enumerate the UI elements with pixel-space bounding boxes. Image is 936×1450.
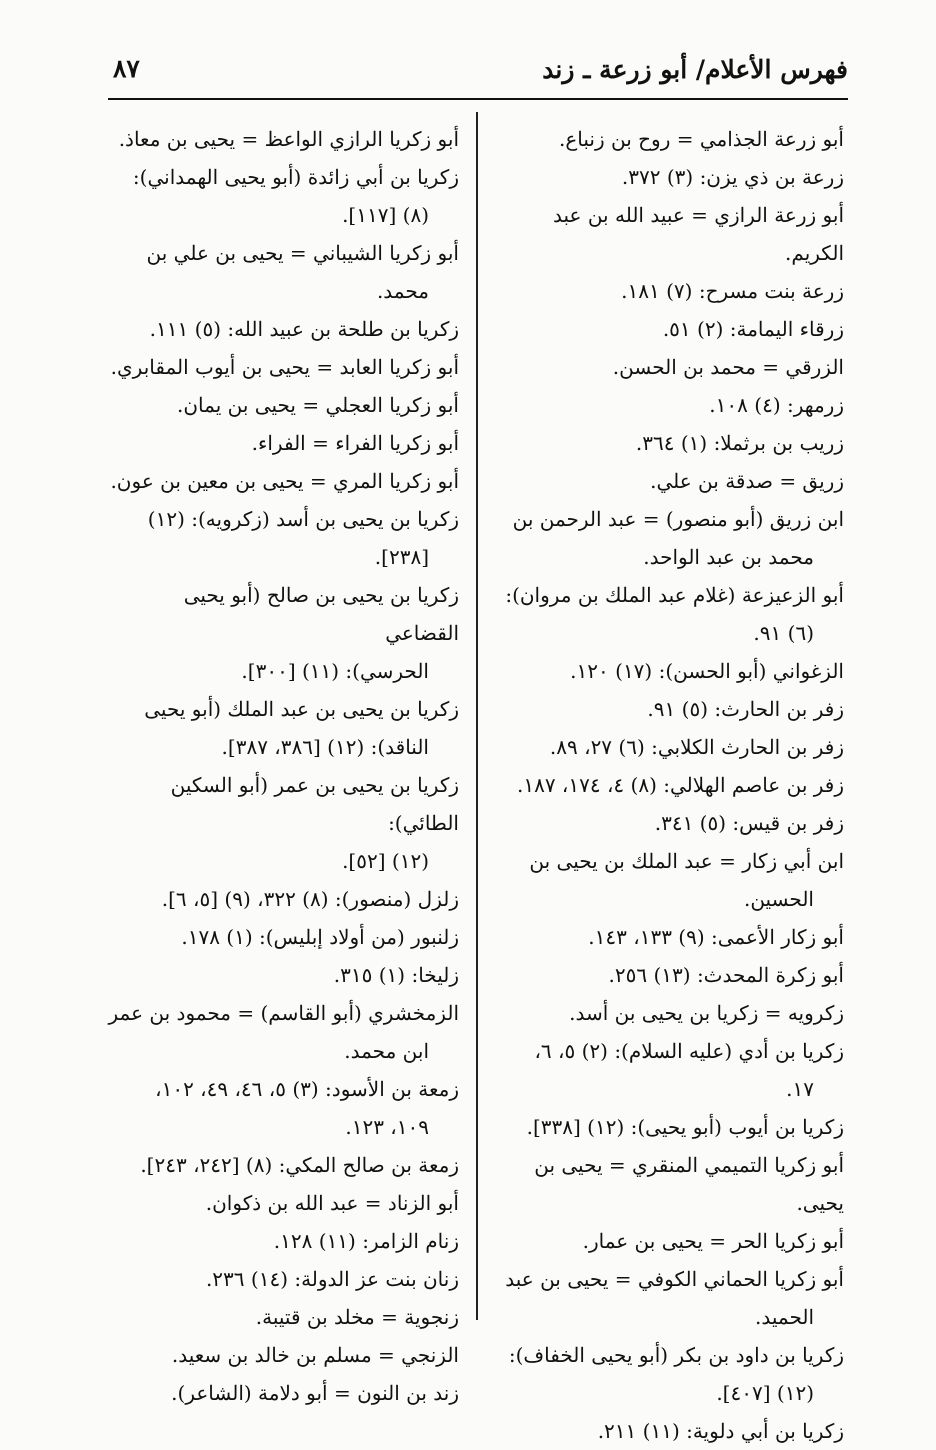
entry-continuation: (١٢) [٥٢]. [342, 849, 429, 873]
index-entry [492, 272, 844, 310]
entry-line: أبو زرعة الجذامي = روح بن زنباع. [559, 127, 844, 151]
entry-line: أبو زرعة الرازي = عبيد الله بن عبد الكريم. [553, 203, 844, 265]
entry-line: أبو زكريا المري = يحيى بن معين بن عون. [110, 469, 459, 493]
entry-line: زكريا بن يحيى بن عبد الملك (أبو يحيى [144, 697, 459, 721]
index-entry [105, 1184, 459, 1222]
entry-continuation: محمد بن عبد الواحد. [643, 545, 814, 569]
index-entry [105, 1146, 459, 1184]
index-entry [492, 348, 844, 386]
index-entry [492, 158, 844, 196]
index-entry [105, 500, 459, 576]
entry-line: زكريا بن يحيى بن عمر (أبو السكين الطائي): [170, 773, 459, 835]
index-entry [492, 918, 844, 956]
entry-line: أبو زكريا العجلي = يحيى بن يمان. [177, 393, 459, 417]
index-entry [105, 994, 459, 1070]
index-entry [105, 690, 459, 766]
entry-line: الزنجي = مسلم بن خالد بن سعيد. [171, 1343, 459, 1367]
entry-line: أبو الزناد = عبد الله بن ذكوان. [205, 1191, 459, 1215]
entry-line: زنام الزامر: (١١) ١٢٨. [273, 1229, 459, 1253]
entry-line: زليخا: (١) ٣١٥. [333, 963, 459, 987]
index-entry [492, 462, 844, 500]
entry-continuation: الناقد): (١٢) [٣٨٦، ٣٨٧]. [221, 735, 429, 759]
entry-line: زمعة بن الأسود: (٣) ٥، ٤٦، ٤٩، ١٠٢، [155, 1077, 459, 1101]
entry-line: زمعة بن صالح المكي: (٨) [٢٤٢، ٢٤٣]. [140, 1153, 459, 1177]
index-entry [105, 120, 459, 158]
entry-line: زفر بن قيس: (٥) ٣٤١. [654, 811, 844, 835]
entry-line: زكريا بن أبي زائدة (أبو يحيى الهمداني): [132, 165, 459, 189]
index-entry [492, 690, 844, 728]
index-entry [492, 804, 844, 842]
index-entry [105, 1222, 459, 1260]
index-entry [492, 120, 844, 158]
entry-continuation: الحرسي): (١١) [٣٠٠]. [241, 659, 429, 683]
index-entry [105, 424, 459, 462]
index-entry [105, 576, 459, 690]
entry-line: أبو زكريا الفراء = الفراء. [251, 431, 459, 455]
index-entry [105, 766, 459, 880]
entry-line: زريب بن برثملا: (١) ٣٦٤. [635, 431, 844, 455]
index-entry [492, 1222, 844, 1260]
entry-line: زفر بن الحارث: (٥) ٩١. [647, 697, 844, 721]
index-entry [492, 956, 844, 994]
entry-line: زرقاء اليمامة: (٢) ٥١. [662, 317, 844, 341]
entry-line: زكرويه = زكريا بن يحيى بن أسد. [569, 1001, 844, 1025]
index-entry [105, 1260, 459, 1298]
page-title: فهرس الأعلام/ أبو زرعة ـ زند [542, 55, 848, 84]
entry-line: زنجوية = مخلد بن قتيبة. [255, 1305, 459, 1329]
entry-line: زكريا بن أيوب (أبو يحيى): (١٢) [٣٣٨]. [526, 1115, 844, 1139]
index-entry [492, 842, 844, 918]
entry-line: زكريا بن يحيى بن صالح (أبو يحيى القضاعي [183, 583, 459, 645]
entry-line: زرمهر: (٤) ١٠٨. [709, 393, 844, 417]
entry-line: زكريا بن أبي دلوية: (١١) ٢١١. [597, 1419, 844, 1443]
entry-line: الزرقي = محمد بن الحسن. [612, 355, 844, 379]
entry-line: الزمخشري (أبو القاسم) = محمود بن عمر [108, 1001, 459, 1025]
header-rule [108, 98, 848, 100]
index-entry [492, 1032, 844, 1108]
index-entry [492, 424, 844, 462]
entry-continuation: ١٧. [786, 1077, 814, 1101]
entry-continuation: ١٠٩، ١٢٣. [345, 1115, 429, 1139]
index-entry [105, 348, 459, 386]
entry-line: أبو زكريا الحماني الكوفي = يحيى بن عبد [505, 1267, 844, 1291]
index-entry [492, 500, 844, 576]
index-entry [492, 1336, 844, 1412]
entry-line: أبو زكرة المحدث: (١٣) ٢٥٦. [608, 963, 844, 987]
index-entry [492, 1412, 844, 1450]
index-entry [105, 310, 459, 348]
index-entry [492, 1146, 844, 1222]
right-column [492, 120, 844, 1450]
index-entry [492, 576, 844, 652]
index-entry [105, 1070, 459, 1146]
index-entry [492, 728, 844, 766]
index-entry [492, 386, 844, 424]
entry-line: ابن زريق (أبو منصور) = عبد الرحمن بن [512, 507, 844, 531]
entry-continuation: [٢٣٨]. [374, 545, 429, 569]
index-entry [105, 386, 459, 424]
entry-line: زكريا بن طلحة بن عبيد الله: (٥) ١١١. [149, 317, 459, 341]
entry-line: زكريا بن يحيى بن أسد (زكرويه): (١٢) [147, 507, 459, 531]
entry-line: زلنبور (من أولاد إبليس): (١) ١٧٨. [181, 925, 459, 949]
entry-line: أبو زكريا الشيباني = يحيى بن علي بن [146, 241, 459, 265]
page-number: ٨٧ [113, 54, 140, 83]
index-entry [492, 994, 844, 1032]
index-entry [105, 462, 459, 500]
entry-line: أبو زكريا التميمي المنقري = يحيى بن يحيى. [534, 1153, 844, 1215]
index-entry [492, 766, 844, 804]
left-column [105, 120, 459, 1412]
index-entry [105, 158, 459, 234]
entry-line: أبو الزعيزعة (غلام عبد الملك بن مروان): [505, 583, 844, 607]
entry-line: زرعة بن ذي يزن: (٣) ٣٧٢. [621, 165, 844, 189]
entry-continuation: الحسين. [743, 887, 814, 911]
entry-line: زريق = صدقة بن علي. [650, 469, 844, 493]
index-entry [105, 234, 459, 310]
entry-line: زند بن النون = أبو دلامة (الشاعر). [171, 1381, 459, 1405]
entry-line: زرعة بنت مسرح: (٧) ١٨١. [621, 279, 844, 303]
index-entry [105, 1336, 459, 1374]
column-divider [476, 112, 478, 1320]
entry-line: أبو زكريا الحر = يحيى بن عمار. [582, 1229, 844, 1253]
entry-line: الزغواني (أبو الحسن): (١٧) ١٢٠. [570, 659, 844, 683]
index-entry [105, 918, 459, 956]
entry-line: زكريا بن داود بن بكر (أبو يحيى الخفاف): [508, 1343, 844, 1367]
entry-continuation: (٦) ٩١. [753, 621, 814, 645]
entry-continuation: ابن محمد. [344, 1039, 429, 1063]
entry-continuation: محمد. [376, 279, 429, 303]
index-entry [105, 880, 459, 918]
index-entry [492, 652, 844, 690]
index-entry [492, 310, 844, 348]
entry-line: زفر بن الحارث الكلابي: (٦) ٢٧، ٨٩. [549, 735, 844, 759]
page-header [0, 0, 936, 100]
index-entry [492, 1108, 844, 1146]
index-entry [492, 1260, 844, 1336]
entry-line: أبو زكار الأعمى: (٩) ١٣٣، ١٤٣. [588, 925, 844, 949]
entry-line: زلزل (منصور): (٨) ٣٢٢، (٩) [٥، ٦]. [161, 887, 459, 911]
index-entry [105, 1374, 459, 1412]
entry-continuation: (١٢) [٤٠٧]. [716, 1381, 814, 1405]
index-entry [492, 196, 844, 272]
entry-continuation: (٨) [١١٧]. [342, 203, 429, 227]
entry-continuation: الحميد. [754, 1305, 814, 1329]
entry-line: زنان بنت عز الدولة: (١٤) ٢٣٦. [205, 1267, 459, 1291]
entry-line: أبو زكريا الرازي الواعظ = يحيى بن معاذ. [118, 127, 459, 151]
entry-line: ابن أبي زكار = عبد الملك بن يحيى بن [529, 849, 844, 873]
entry-line: زفر بن عاصم الهلالي: (٨) ٤، ١٧٤، ١٨٧. [516, 773, 844, 797]
entry-line: زكريا بن أدي (عليه السلام): (٢) ٥، ٦، [534, 1039, 844, 1063]
entry-line: أبو زكريا العابد = يحيى بن أيوب المقابري. [110, 355, 459, 379]
index-entry [105, 1298, 459, 1336]
index-entry [105, 956, 459, 994]
